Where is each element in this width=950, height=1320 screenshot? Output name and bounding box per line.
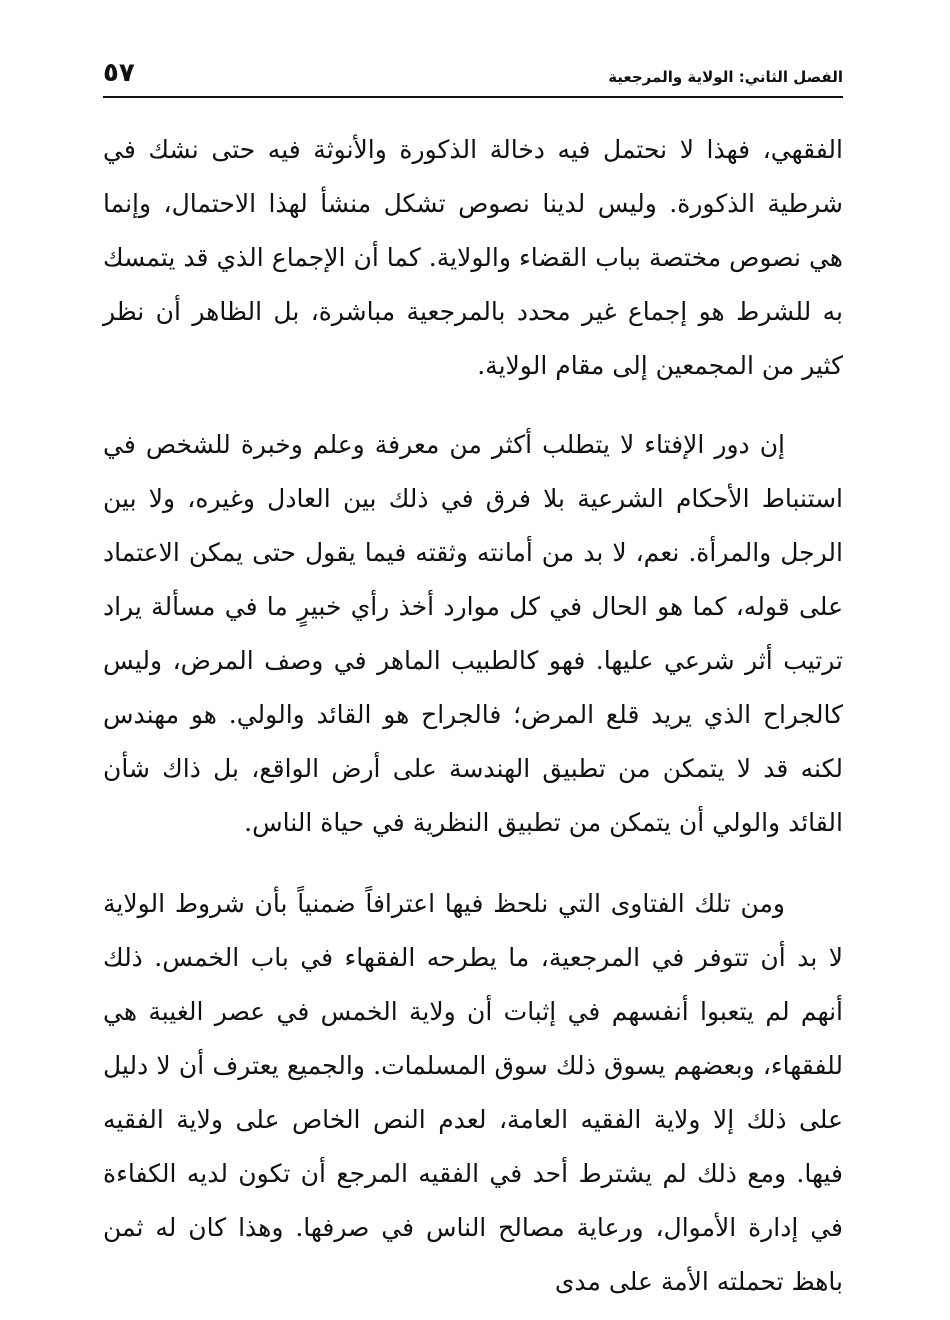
page-header [103,58,843,98]
running-title: الفصل الثاني: الولاية والمرجعية [608,68,843,86]
paragraph-1: الفقهي، فهذا لا نحتمل فيه دخالة الذكورة والأنوثة فيه حتى نشك في شرطية الذكورة. وليس لدينا نصوص تشكل منشأ لهذا الاحتمال، وإنما هي نصوص مختصة بباب القضاء والولاية. كما أن الإجماع الذي قد يتمسك به للشرط هو إجماع غير محدد بالمرجعية مباشرة، بل الظاهر أن نظر كثير من المجمعين إلى مقام الولاية. [103,135,843,380]
body-text [103,123,843,1309]
paragraph-3: ومن تلك الفتاوى التي نلحظ فيها اعترافاً ضمنياً بأن شروط الولاية لا بد أن تتوفر في المرجعية، ما يطرحه الفقهاء في باب الخمس. ذلك أنهم لم يتعبوا أنفسهم في إثبات أن ولاية الخمس في عصر الغيبة هي للفقهاء، وبعضهم يسوق ذلك سوق المسلمات. والجميع يعترف أن لا دليل على ذلك إلا ولاية الفقيه العامة، لعدم النص الخاص على ولاية الفقيه فيها. ومع ذلك لم يشترط أحد في الفقيه المرجع أن تكون لديه الكفاءة في إدارة الأموال، ورعاية مصالح الناس في صرفها. وهذا كان له ثمن باهظ تحملته الأمة على مدى [103,889,843,1296]
paragraph-2: إن دور الإفتاء لا يتطلب أكثر من معرفة وعلم وخبرة للشخص في استنباط الأحكام الشرعية بلا فرق في ذلك بين العادل وغيره، ولا بين الرجل والمرأة. نعم، لا بد من أمانته وثقته فيما يقول حتى يمكن الاعتماد على قوله، كما هو الحال في كل موارد أخذ رأي خبيرٍ ما في مسألة يراد ترتيب أثر شرعي عليها. فهو كالطبيب الماهر في وصف المرض، وليس كالجراح الذي يريد قلع المرض؛ فالجراح هو القائد والولي. هو مهندس لكنه قد لا يتمكن من تطبيق الهندسة على أرض الواقع، بل ذاك شأن القائد والولي أن يتمكن من تطبيق النظرية في حياة الناس. [103,430,844,837]
page-number: ٥٧ [103,58,135,88]
header-divider [103,96,843,98]
